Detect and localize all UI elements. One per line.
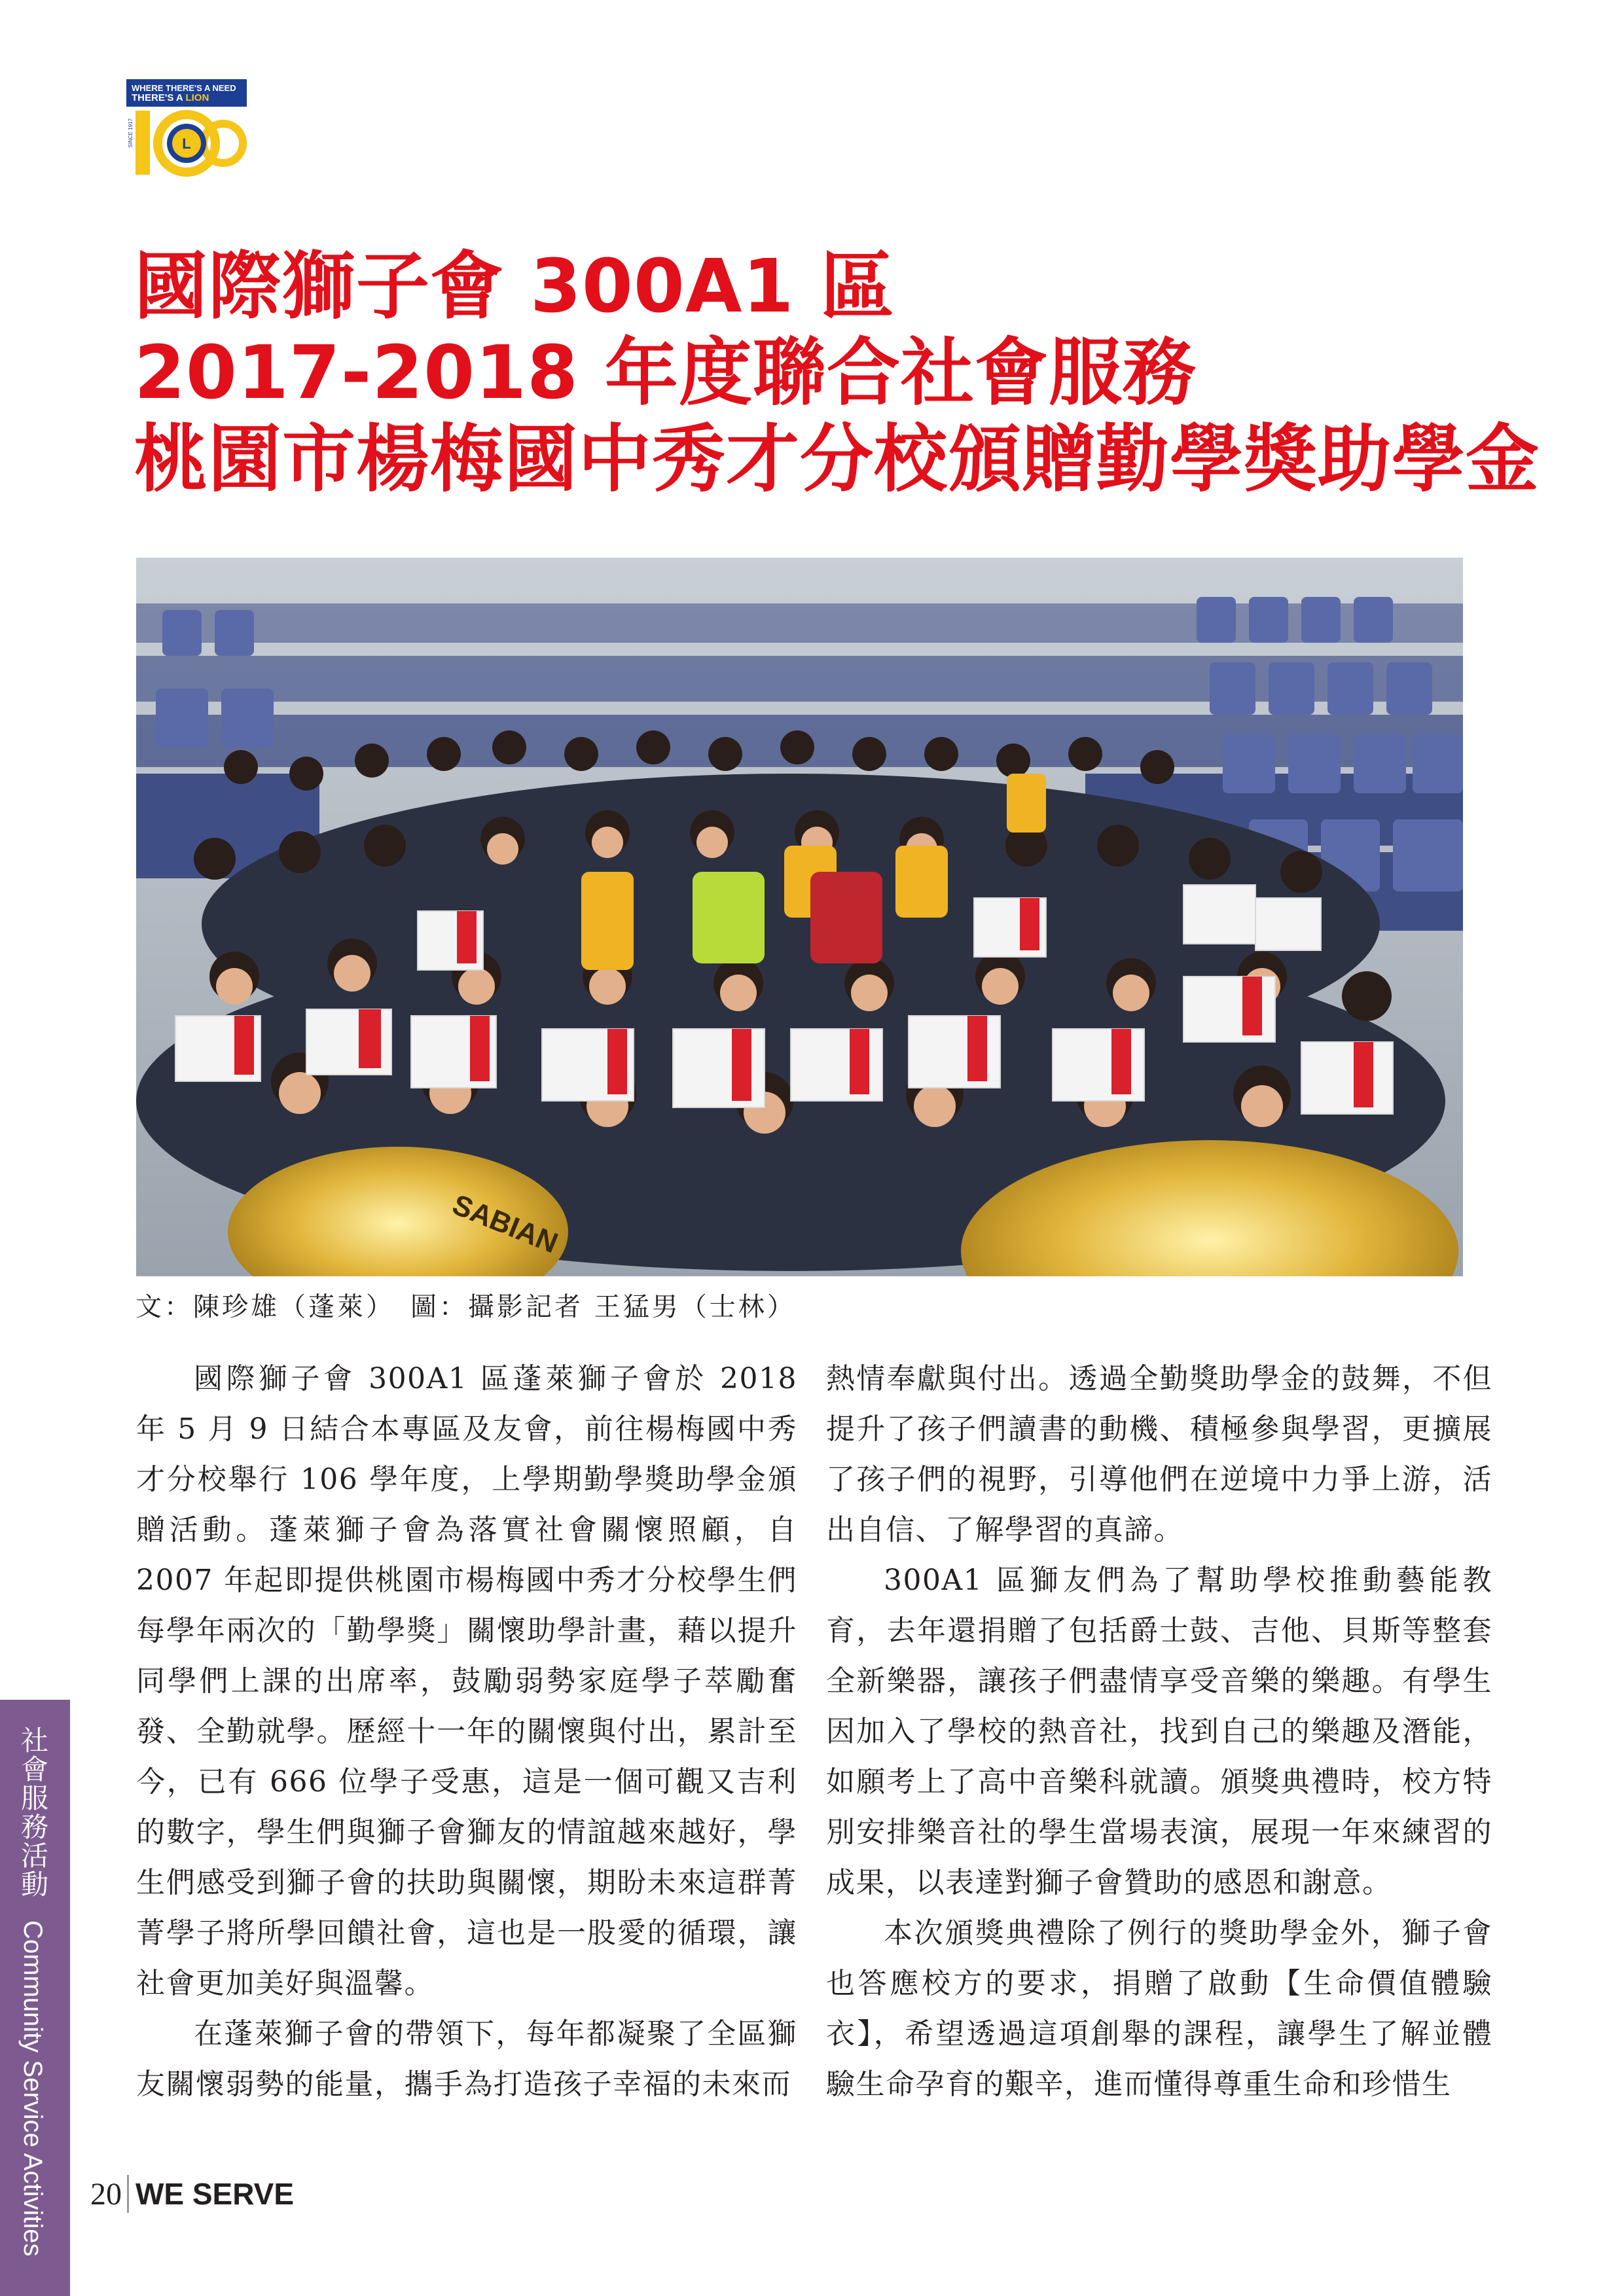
body-paragraph: 在蓬萊獅子會的帶領下，每年都凝聚了全區獅友關懷弱勢的能量，攜手為打造孩子幸福的未來而 [136,2017,797,2101]
svg-text:L: L [182,135,191,152]
body-paragraph: 300A1 區獅友們為了幫助學校推動藝能教育，去年還捐贈了包括爵士鼓、吉他、貝斯等整套全新樂器，讓孩子們盡情享受音樂的樂趣。有學生因加入了學校的熱音社，找到自己的樂趣及潛能，如願考上了高中音樂科就讀。頒獎典禮時，校方特別安排樂音社的學生當場表演，展現一年來練習的成果，以表達對獅子會贊助的感恩和謝意。 [826,1564,1492,1899]
logo-banner [126,79,247,107]
body-paragraph: 本次頒獎典禮除了例行的獎助學金外，獅子會也答應校方的要求，捐贈了啟動【生命價值體驗衣】，希望透過這項創舉的課程，讓學生了解並體驗生命孕育的艱辛，進而懂得尊重生命和珍惜生 [826,1916,1492,2101]
centennial-100-icon [126,107,247,179]
page-footer [90,2171,294,2217]
body-column-left [136,1354,797,2109]
logo-line2: THERE'S A LION [132,92,209,103]
body-column-right [826,1354,1492,2109]
body-paragraph: 熱情奉獻與付出。透過全勤獎助學金的鼓舞，不但提升了孩子們讀書的動機、積極參與學習，更擴展了孩子們的視野，引導他們在逆境中力爭上游，活出自信、了解學習的真諦。 [826,1362,1492,1547]
section-label-en: Community Service Activities [18,1920,47,2257]
section-side-tab [0,1700,70,2296]
title-line-1: 國際獅子會 300A1 區 [134,244,895,329]
body-paragraph: 國際獅子會 300A1 區蓬萊獅子會於 2018 年 5 月 9 日結合本專區及友會，前往楊梅國中秀才分校舉行 106 學年度，上學期勤學獎助學金頒贈活動。蓬萊獅子會為落實社會關懷照顧，自 2007 年起即提供桃園市楊梅國中秀才分校學生們每學年兩次的「勤學獎」關懷助學計畫，藉以提升同學們上課的出席率，鼓勵弱勢家庭學子萃勵奮發、全勤就學。歷經十一年的關懷與付出，累計至今，已有 666 位學子受惠，這是一個可觀又吉利的數字，學生們與獅子會獅友的情誼越來越好，學生們感受到獅子會的扶助與關懷，期盼未來這群菁菁學子將所學回饋社會，這也是一股愛的循環，讓社會更加美好與溫馨。 [136,1362,797,2000]
magazine-name: WE SERVE [135,2177,294,2211]
footer-divider [127,2175,129,2213]
logo-since: SINCE 1917 [128,118,134,148]
group-photo [136,558,1463,1276]
lions-centennial-logo [126,79,247,179]
author-credit: 文：陳珍雄（蓬萊） 圖：攝影記者 王猛男（士林） [135,1292,796,1322]
logo-line1: WHERE THERE'S A NEED [132,83,236,93]
section-label-zh: 社會服務活動 [17,1726,49,1899]
section-label [13,1726,52,2257]
article-title [134,243,1540,503]
cymbal-brand-text: SABIAN [448,1188,563,1260]
title-line-3: 桃園市楊梅國中秀才分校頒贈勤學獎助學金 [134,417,1540,502]
page-number: 20 [90,2176,122,2212]
group-photo-illustration [136,558,1463,1276]
title-line-2: 2017-2018 年度聯合社會服務 [134,331,1197,416]
